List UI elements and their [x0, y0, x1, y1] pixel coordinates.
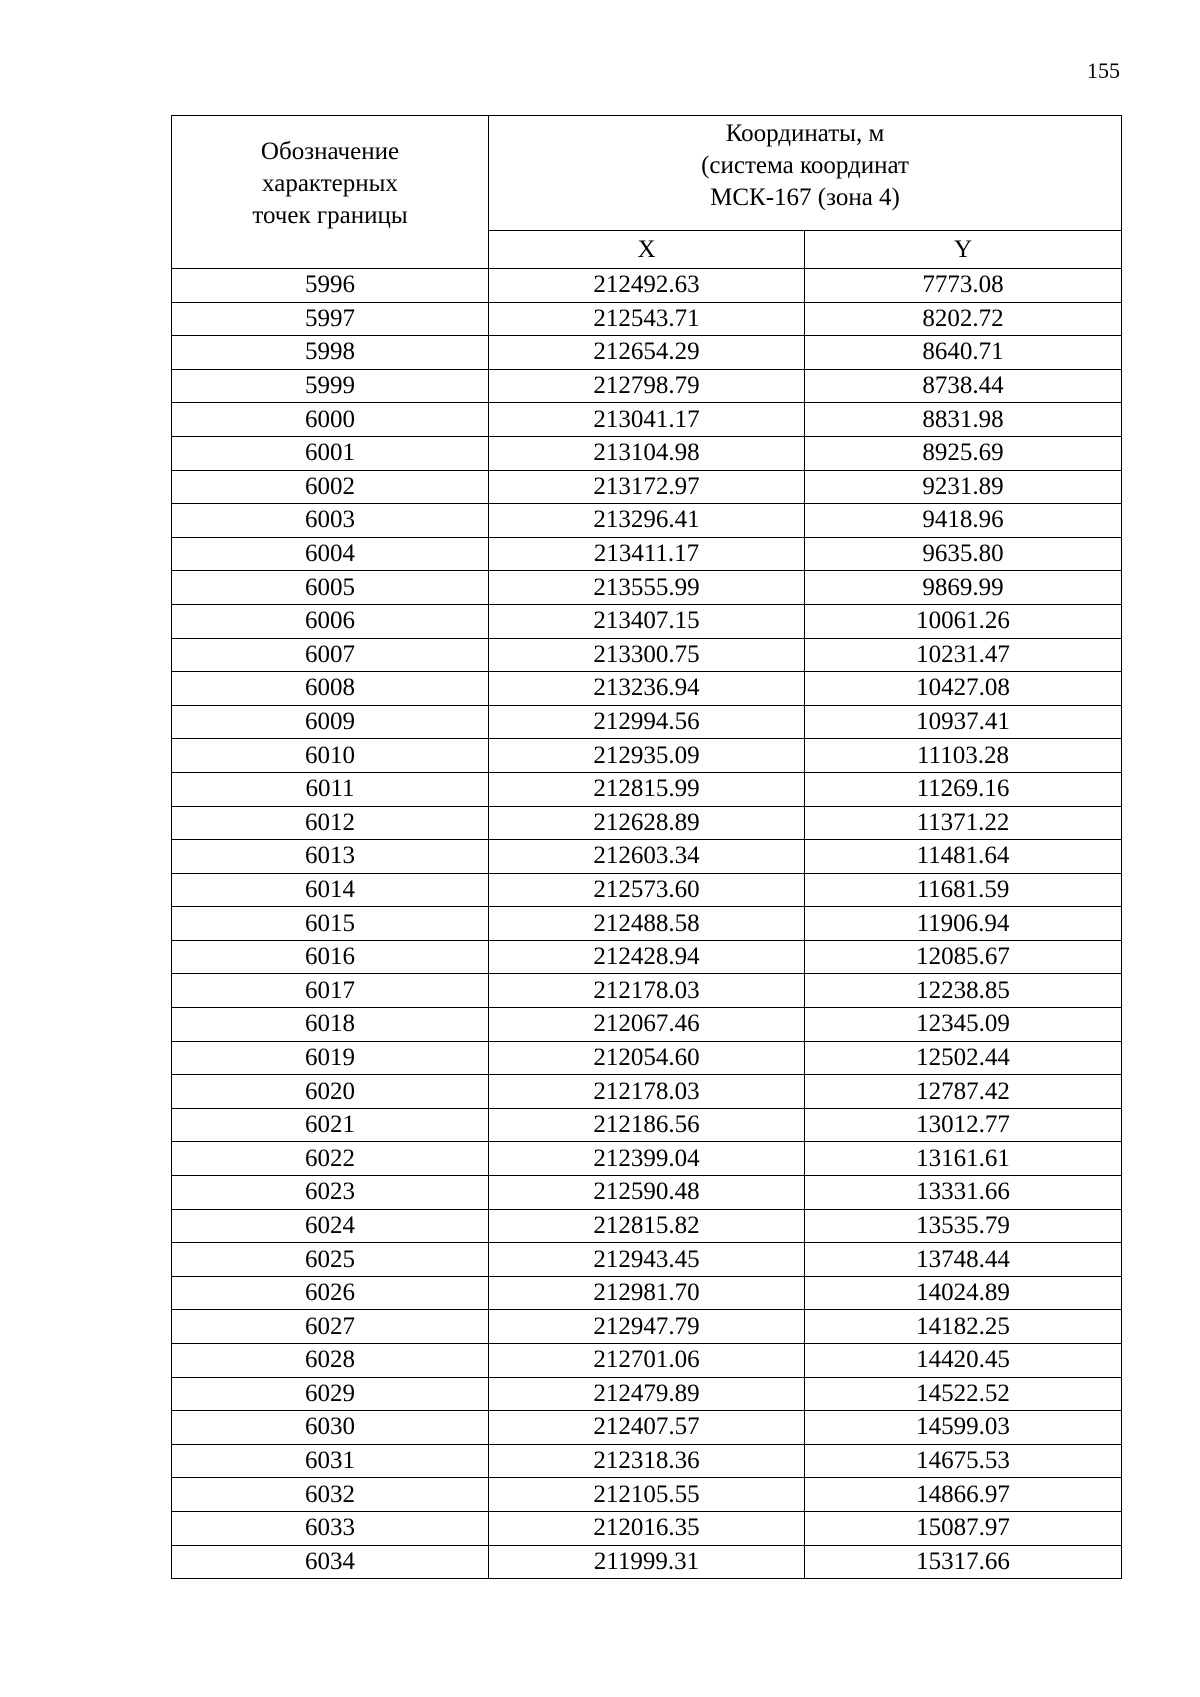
x-coordinate-cell: 211999.31 [489, 1545, 805, 1579]
y-coordinate-cell: 13748.44 [805, 1243, 1122, 1277]
y-coordinate-cell: 8640.71 [805, 336, 1122, 370]
point-id-cell: 6013 [172, 840, 489, 874]
table-row [172, 1243, 1122, 1277]
point-id-cell: 6034 [172, 1545, 489, 1579]
table-row [172, 1108, 1122, 1142]
point-id-cell: 6000 [172, 403, 489, 437]
point-id-cell: 6014 [172, 873, 489, 907]
table-row [172, 571, 1122, 605]
x-coordinate-cell: 212590.48 [489, 1176, 805, 1210]
table-row [172, 940, 1122, 974]
point-id-cell: 5998 [172, 336, 489, 370]
table-row [172, 907, 1122, 941]
y-coordinate-cell: 9635.80 [805, 537, 1122, 571]
table-row [172, 772, 1122, 806]
y-coordinate-cell: 14599.03 [805, 1411, 1122, 1445]
y-coordinate-cell: 11371.22 [805, 806, 1122, 840]
table-row [172, 1411, 1122, 1445]
table-row [172, 672, 1122, 706]
y-coordinate-cell: 8925.69 [805, 436, 1122, 470]
point-id-cell: 5999 [172, 369, 489, 403]
table-row [172, 1377, 1122, 1411]
point-header-line: точек границы [252, 202, 408, 229]
x-coordinate-cell: 213300.75 [489, 638, 805, 672]
table-header [172, 116, 1122, 269]
x-coordinate-cell: 212054.60 [489, 1041, 805, 1075]
point-id-cell: 6027 [172, 1310, 489, 1344]
table-row [172, 873, 1122, 907]
x-coordinate-cell: 213555.99 [489, 571, 805, 605]
point-id-cell: 6007 [172, 638, 489, 672]
x-coordinate-cell: 213411.17 [489, 537, 805, 571]
table-row [172, 1041, 1122, 1075]
table-row [172, 1511, 1122, 1545]
y-coordinate-cell: 9869.99 [805, 571, 1122, 605]
x-coordinate-cell: 212178.03 [489, 974, 805, 1008]
coords-header-line: (система координат [701, 152, 909, 179]
point-header-line: Обозначение [260, 138, 400, 165]
y-coordinate-cell: 12085.67 [805, 940, 1122, 974]
table-row [172, 302, 1122, 336]
point-id-cell: 6006 [172, 604, 489, 638]
point-id-cell: 6025 [172, 1243, 489, 1277]
point-id-cell: 6008 [172, 672, 489, 706]
x-coordinate-cell: 212492.63 [489, 269, 805, 303]
header-row [172, 116, 1122, 231]
table-row [172, 336, 1122, 370]
table-row [172, 974, 1122, 1008]
table-row [172, 403, 1122, 437]
table-row [172, 1478, 1122, 1512]
point-id-cell: 6016 [172, 940, 489, 974]
x-coordinate-cell: 212318.36 [489, 1444, 805, 1478]
x-coordinate-cell: 212428.94 [489, 940, 805, 974]
point-id-cell: 6029 [172, 1377, 489, 1411]
table-row [172, 369, 1122, 403]
x-coordinate-cell: 212981.70 [489, 1276, 805, 1310]
x-coordinate-cell: 212935.09 [489, 739, 805, 773]
table-row [172, 1008, 1122, 1042]
y-coordinate-cell: 11269.16 [805, 772, 1122, 806]
x-coordinate-cell: 212573.60 [489, 873, 805, 907]
y-coordinate-cell: 14420.45 [805, 1344, 1122, 1378]
x-coordinate-cell: 212105.55 [489, 1478, 805, 1512]
table-row [172, 1209, 1122, 1243]
y-coordinate-cell: 10427.08 [805, 672, 1122, 706]
point-id-cell: 6017 [172, 974, 489, 1008]
point-id-cell: 6022 [172, 1142, 489, 1176]
y-coordinate-cell: 15317.66 [805, 1545, 1122, 1579]
y-coordinate-cell: 11481.64 [805, 840, 1122, 874]
point-id-cell: 6004 [172, 537, 489, 571]
point-id-cell: 6003 [172, 504, 489, 538]
x-coordinate-cell: 212701.06 [489, 1344, 805, 1378]
point-id-cell: 6015 [172, 907, 489, 941]
table-row [172, 705, 1122, 739]
y-coordinate-cell: 13012.77 [805, 1108, 1122, 1142]
x-coordinate-cell: 212479.89 [489, 1377, 805, 1411]
coords-header-line: Координаты, м [725, 120, 885, 147]
point-header-line: характерных [262, 170, 398, 197]
table-row [172, 1310, 1122, 1344]
y-coordinate-cell: 11681.59 [805, 873, 1122, 907]
table-row [172, 436, 1122, 470]
page-number: 155 [1087, 58, 1120, 83]
point-id-cell: 6018 [172, 1008, 489, 1042]
point-id-cell: 6028 [172, 1344, 489, 1378]
y-coordinate-cell: 9418.96 [805, 504, 1122, 538]
table-row [172, 1344, 1122, 1378]
table-row [172, 739, 1122, 773]
point-id-cell: 6019 [172, 1041, 489, 1075]
y-coordinate-cell: 13161.61 [805, 1142, 1122, 1176]
x-coordinate-cell: 212407.57 [489, 1411, 805, 1445]
point-id-cell: 6030 [172, 1411, 489, 1445]
x-coordinate-cell: 212815.99 [489, 772, 805, 806]
x-coordinate-cell: 212994.56 [489, 705, 805, 739]
y-coordinate-cell: 14182.25 [805, 1310, 1122, 1344]
x-coordinate-cell: 212603.34 [489, 840, 805, 874]
table-row [172, 470, 1122, 504]
point-id-cell: 6009 [172, 705, 489, 739]
point-id-cell: 6020 [172, 1075, 489, 1109]
y-coordinate-cell: 12238.85 [805, 974, 1122, 1008]
x-coordinate-cell: 212488.58 [489, 907, 805, 941]
coords-header-line: МСК-167 (зона 4) [710, 184, 900, 211]
y-coordinate-cell: 8738.44 [805, 369, 1122, 403]
x-coordinate-cell: 213296.41 [489, 504, 805, 538]
table-row [172, 504, 1122, 538]
y-coordinate-cell: 11906.94 [805, 907, 1122, 941]
y-coordinate-cell: 14024.89 [805, 1276, 1122, 1310]
point-id-cell: 5996 [172, 269, 489, 303]
point-designation-header [172, 116, 489, 269]
x-coordinate-cell: 212399.04 [489, 1142, 805, 1176]
point-id-cell: 6021 [172, 1108, 489, 1142]
y-coordinate-cell: 14866.97 [805, 1478, 1122, 1512]
table-row [172, 1075, 1122, 1109]
y-coordinate-cell: 12502.44 [805, 1041, 1122, 1075]
table-row [172, 269, 1122, 303]
y-coordinate-cell: 8831.98 [805, 403, 1122, 437]
point-id-cell: 6026 [172, 1276, 489, 1310]
y-coordinate-cell: 12345.09 [805, 1008, 1122, 1042]
table-row [172, 840, 1122, 874]
y-coordinate-cell: 11103.28 [805, 739, 1122, 773]
x-coordinate-cell: 212798.79 [489, 369, 805, 403]
y-coordinate-cell: 9231.89 [805, 470, 1122, 504]
point-id-cell: 6012 [172, 806, 489, 840]
x-coordinate-cell: 213172.97 [489, 470, 805, 504]
y-coordinate-cell: 10937.41 [805, 705, 1122, 739]
table-row [172, 537, 1122, 571]
x-coordinate-cell: 212654.29 [489, 336, 805, 370]
x-coordinate-cell: 212543.71 [489, 302, 805, 336]
point-id-cell: 6011 [172, 772, 489, 806]
y-coordinate-cell: 13535.79 [805, 1209, 1122, 1243]
table-row [172, 638, 1122, 672]
point-id-cell: 6032 [172, 1478, 489, 1512]
table-row [172, 1545, 1122, 1579]
point-id-cell: 6024 [172, 1209, 489, 1243]
table-row [172, 1444, 1122, 1478]
point-id-cell: 6002 [172, 470, 489, 504]
x-coordinate-cell: 212016.35 [489, 1511, 805, 1545]
point-id-cell: 5997 [172, 302, 489, 336]
x-coordinate-cell: 213407.15 [489, 604, 805, 638]
x-coordinate-cell: 212178.03 [489, 1075, 805, 1109]
x-coordinate-cell: 212943.45 [489, 1243, 805, 1277]
coordinates-header [489, 116, 1122, 231]
y-coordinate-cell: 10061.26 [805, 604, 1122, 638]
y-coordinate-cell: 15087.97 [805, 1511, 1122, 1545]
y-column-header: Y [805, 231, 1122, 269]
coordinates-table [171, 115, 1122, 1579]
x-coordinate-cell: 213104.98 [489, 436, 805, 470]
x-coordinate-cell: 212947.79 [489, 1310, 805, 1344]
x-coordinate-cell: 213236.94 [489, 672, 805, 706]
y-coordinate-cell: 10231.47 [805, 638, 1122, 672]
table-row [172, 1276, 1122, 1310]
x-coordinate-cell: 212815.82 [489, 1209, 805, 1243]
x-coordinate-cell: 212628.89 [489, 806, 805, 840]
y-coordinate-cell: 7773.08 [805, 269, 1122, 303]
point-id-cell: 6010 [172, 739, 489, 773]
y-coordinate-cell: 8202.72 [805, 302, 1122, 336]
point-id-cell: 6023 [172, 1176, 489, 1210]
point-id-cell: 6005 [172, 571, 489, 605]
y-coordinate-cell: 12787.42 [805, 1075, 1122, 1109]
x-coordinate-cell: 212186.56 [489, 1108, 805, 1142]
table-row [172, 1142, 1122, 1176]
table-row [172, 806, 1122, 840]
x-column-header: X [489, 231, 805, 269]
point-id-cell: 6001 [172, 436, 489, 470]
y-coordinate-cell: 14675.53 [805, 1444, 1122, 1478]
table-row [172, 604, 1122, 638]
x-coordinate-cell: 213041.17 [489, 403, 805, 437]
y-coordinate-cell: 13331.66 [805, 1176, 1122, 1210]
point-id-cell: 6031 [172, 1444, 489, 1478]
x-coordinate-cell: 212067.46 [489, 1008, 805, 1042]
point-id-cell: 6033 [172, 1511, 489, 1545]
y-coordinate-cell: 14522.52 [805, 1377, 1122, 1411]
table-body [172, 269, 1122, 1579]
table-row [172, 1176, 1122, 1210]
